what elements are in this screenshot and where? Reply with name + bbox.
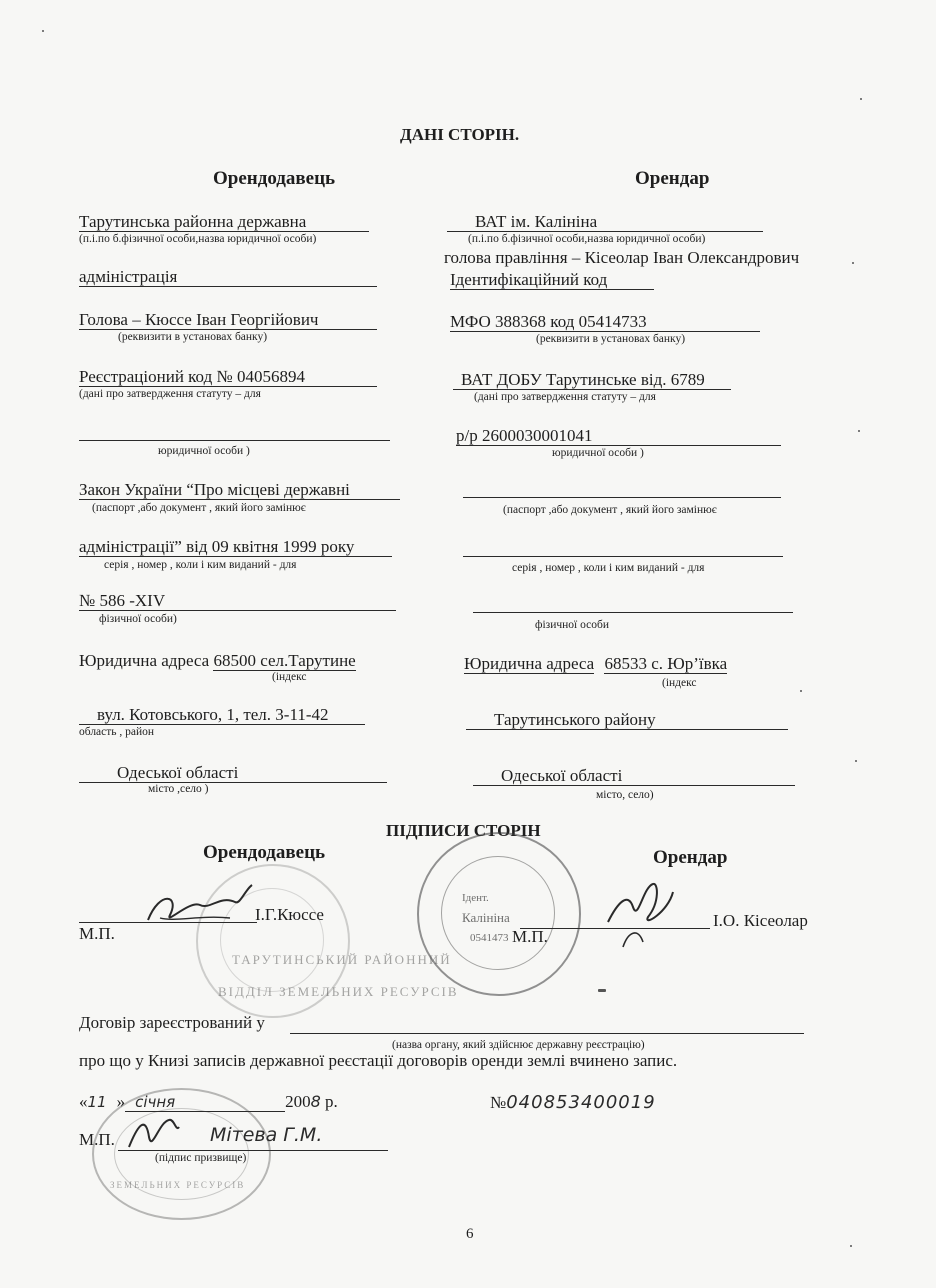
lessee-address-label: Юридична адреса	[464, 654, 595, 673]
lessor-name-line2: адміністрація	[79, 268, 377, 287]
lessee-oblast: Одеської області	[473, 767, 795, 786]
scan-speck	[852, 262, 854, 264]
date-month: січня	[125, 1095, 285, 1112]
lessee-district: Тарутинського району	[466, 711, 788, 730]
lessee-bank-note: (реквизити в установах банку)	[536, 333, 686, 345]
scan-speck	[855, 760, 857, 762]
scan-speck	[800, 690, 802, 692]
signatures-lessor: Орендодавець	[203, 842, 326, 863]
lessor-street: вул. Котовського, 1, тел. 3-11-42	[79, 706, 365, 725]
lessor-blank-line	[79, 440, 390, 441]
signatures-lessee: Орендар	[653, 847, 728, 868]
lessor-oblast: Одеської області	[79, 764, 387, 783]
scan-speck	[850, 1245, 852, 1247]
lessor-legal-note: юридичної особи )	[158, 445, 250, 457]
lessee-signer-name: І.О. Кісеолар	[713, 911, 808, 930]
lessee-blank-line-3	[473, 612, 793, 613]
lessor-passport-note: (паспорт ,або документ , який його замінює	[92, 502, 306, 514]
lessor-stamp-text-2: ВІДДІЛ ЗЕМЕЛЬНИХ РЕСУРСІВ	[218, 984, 459, 999]
registration-stamp-text: ЗЕМЕЛЬНИХ РЕСУРСІВ	[110, 1180, 246, 1190]
lessee-address-value: 68533 с. Юр’ївка	[604, 654, 728, 673]
lessee-heading: Орендар	[635, 168, 710, 189]
lessor-signer-name: І.Г.Кюссе	[255, 905, 324, 924]
scan-speck	[860, 98, 862, 100]
lessee-mfo: МФО 388368 код 05414733	[450, 313, 760, 332]
lessor-mp: М.П.	[79, 924, 115, 943]
lessor-bank-note: (реквизити в установах банку)	[118, 331, 268, 343]
date-year-prefix: 200	[285, 1092, 311, 1111]
lessor-law-line1: Закон України “Про місцеві державні	[79, 481, 400, 500]
lessee-chairman: голова правління – Кісеолар Іван Олександрович	[444, 248, 800, 267]
date-close-quote: »	[116, 1092, 126, 1111]
lessee-series-note: серія , номер , коли і ким виданий - для	[512, 562, 705, 574]
date-year-hand: 8	[310, 1092, 321, 1111]
lessee-account: р/р 2600030001041	[456, 427, 781, 446]
page-number: 6	[466, 1226, 474, 1242]
lessee-id-code: Ідентифікаційний код	[450, 271, 654, 290]
lessor-address-value: 68500 сел.Тарутине	[213, 651, 356, 670]
lessee-legal-note: юридичної особи )	[552, 447, 644, 459]
registration-organ-note: (назва органу, який здійснює державну реєстрацію)	[392, 1039, 645, 1051]
lessee-name-note: (п.і.по б.фізичної особи,назва юридичної особи)	[468, 233, 706, 245]
lessor-stamp-text-1: ТАРУТИНСЬКИЙ РАЙОННИЙ	[232, 952, 452, 967]
lessee-name: ВАТ ім. Калініна	[447, 213, 763, 232]
registration-line: Договір зареєстрований у	[79, 1013, 265, 1032]
scan-speck	[42, 30, 44, 32]
scan-speck	[598, 989, 606, 992]
registration-mp: М.П.	[79, 1130, 115, 1149]
lessor-law-number: № 586 -XIV	[79, 592, 396, 611]
lessor-person-note: фізичної особи)	[99, 613, 177, 625]
registrar-sign-note: (підпис призвище)	[155, 1152, 247, 1164]
lessee-city-note: місто, село)	[596, 789, 654, 801]
lessee-address	[464, 654, 727, 674]
lessee-bank: ВАТ ДОБУ Тарутинське від. 6789	[453, 371, 731, 390]
lessor-address-label: Юридична адреса	[79, 651, 210, 670]
lessee-person-note: фізичної особи	[535, 619, 609, 631]
lessor-name-line1: Тарутинська районна державна	[79, 213, 369, 232]
lessee-mp: М.П.	[512, 927, 548, 946]
registration-organ-line	[290, 1033, 804, 1034]
lessee-stamp-text-2: Ідент.	[462, 892, 489, 904]
lessor-law-line2: адміністрації” від 09 квітня 1999 року	[79, 538, 392, 557]
date-open-quote: «	[79, 1092, 88, 1111]
lessor-region-note: область , район	[79, 726, 155, 738]
lessor-statute-note: (дані про затвердження статуту – для	[79, 388, 261, 400]
lessor-name-note: (п.і.по б.фізичної особи,назва юридичної особи)	[79, 233, 317, 245]
scan-speck	[858, 430, 860, 432]
lessee-signature	[598, 872, 678, 952]
lessee-blank-line-2	[463, 556, 783, 557]
registrar-name-handwritten: Мітева Г.М.	[210, 1124, 323, 1146]
lessor-head: Голова – Кюссе Іван Георгійович	[79, 311, 377, 330]
signatures-heading: ПІДПИСИ СТОРІН	[386, 821, 541, 840]
lessee-stamp-text-1: Калініна	[462, 910, 510, 925]
page-title: ДАНІ СТОРІН.	[400, 125, 520, 144]
lessee-passport-note: (паспорт ,або документ , який його замінює	[503, 504, 717, 516]
registration-number-prefix: №	[490, 1093, 507, 1112]
lessor-signature	[140, 880, 260, 930]
lessor-heading: Орендодавець	[213, 168, 336, 189]
lessee-blank-line-1	[463, 497, 781, 498]
lessor-series-note: серія , номер , коли і ким виданий - для	[104, 559, 297, 571]
lessee-statute-note: (дані про затвердження статуту – для	[474, 391, 656, 403]
registration-record-text: про що у Книзі записів державної реєстації договорів оренди землі вчинено запис.	[79, 1051, 678, 1070]
lessor-address	[79, 651, 356, 671]
registration-number-value: 040853400019	[506, 1092, 656, 1113]
lessor-reg-code: Реєстраціоний код № 04056894	[79, 368, 377, 387]
registration-stamp	[92, 1088, 271, 1220]
lessor-city-note: місто ,село )	[148, 783, 209, 795]
date-day: 11	[87, 1093, 107, 1111]
registration-number	[490, 1092, 656, 1113]
lessee-stamp-text-3: 0541473	[470, 932, 509, 944]
lessee-index-note: (індекс	[662, 677, 697, 689]
date-year-suffix: р.	[325, 1092, 338, 1111]
lessor-index-note: (індекс	[272, 671, 307, 683]
